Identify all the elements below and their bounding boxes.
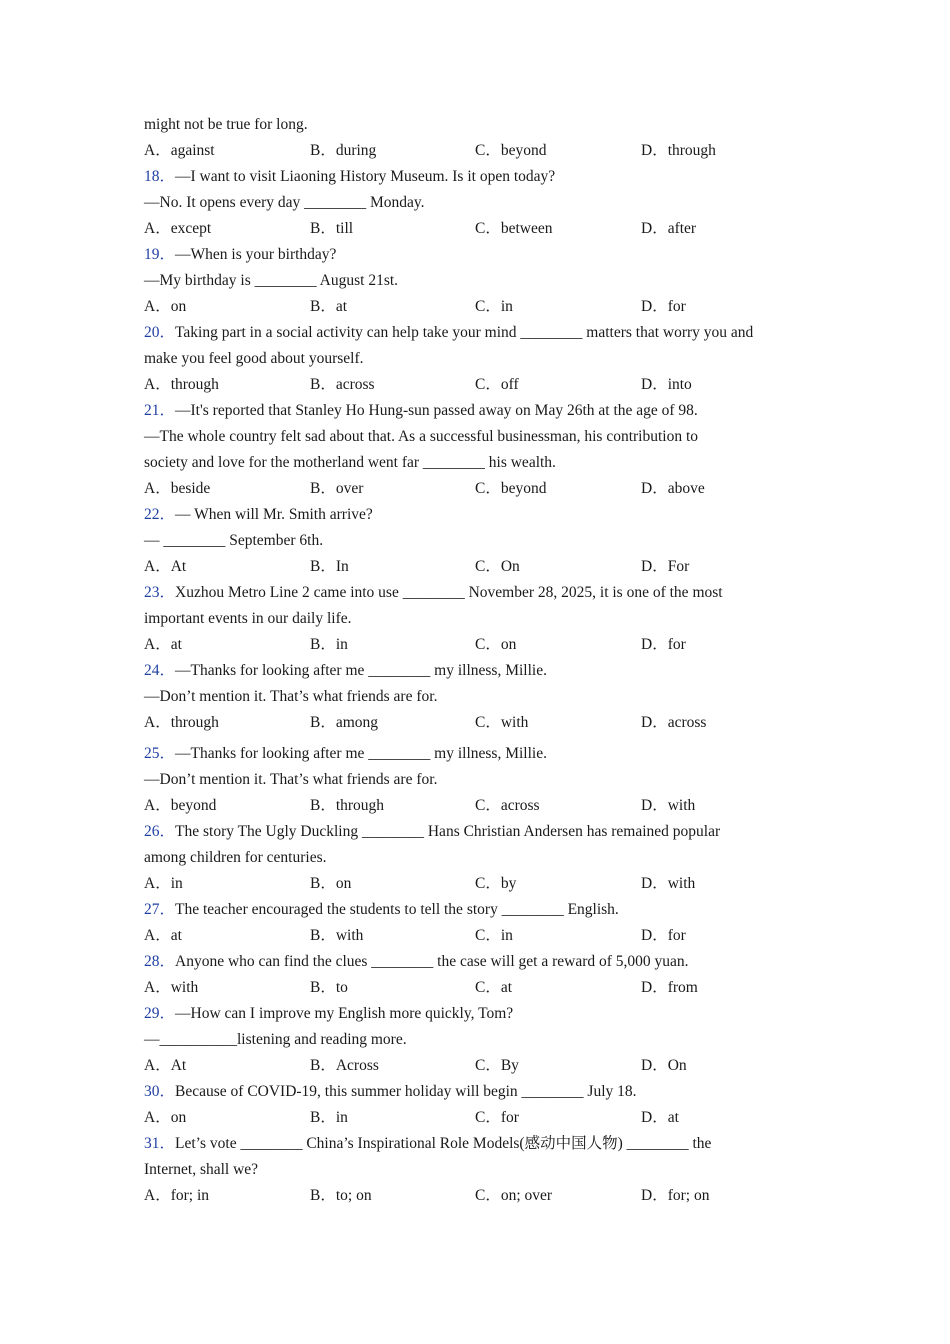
question-text: among children for centuries. [144, 849, 327, 866]
option-b[interactable]: B．through [310, 797, 385, 814]
option-c[interactable]: C．on; over [475, 1187, 553, 1204]
options-row [144, 710, 824, 736]
question-number: 28． [144, 953, 176, 970]
option-c[interactable]: C．for [475, 1109, 519, 1126]
question-number: 25． [144, 745, 176, 762]
option-c[interactable]: C．with [475, 714, 529, 731]
question-18 [144, 164, 824, 242]
question-text: Internet, shall we? [144, 1161, 259, 1178]
options-row [144, 793, 824, 819]
option-b[interactable]: B．with [310, 927, 364, 944]
question-24 [144, 658, 824, 736]
question-number: 18． [144, 168, 176, 185]
question-text: —Thanks for looking after me ________ my illness, Millie. [175, 662, 547, 679]
question-23 [144, 580, 824, 658]
option-a[interactable]: A．on [144, 1109, 187, 1126]
question-number: 19． [144, 246, 176, 263]
question-text: Because of COVID-19, this summer holiday will begin ________ July 18. [175, 1083, 637, 1100]
question-text: Taking part in a social activity can help take your mind ________ matters that worry you and [175, 324, 754, 341]
question-text: —When is your birthday? [175, 246, 337, 263]
question-22 [144, 502, 824, 580]
question-text: —It's reported that Stanley Ho Hung-sun passed away on May 26th at the age of 98. [175, 402, 698, 419]
option-c[interactable]: C．On [475, 558, 520, 575]
option-d[interactable]: D．for [641, 636, 686, 653]
question-text: The story The Ugly Duckling ________ Hans Christian Andersen has remained popular [175, 823, 721, 840]
question-text: —How can I improve my English more quickly, Tom? [175, 1005, 514, 1022]
option-a[interactable]: A．in [144, 875, 183, 892]
option-b[interactable]: B．across [310, 376, 375, 393]
question-number: 24． [144, 662, 176, 679]
option-c[interactable]: C．across [475, 797, 540, 814]
option-b[interactable]: B．at [310, 298, 348, 315]
options-row [144, 554, 824, 580]
question-text: —Thanks for looking after me ________ my illness, Millie. [175, 745, 547, 762]
question-text: Let’s vote ________ China’s Inspirational Role Models(感动中国人物) ________ the [175, 1135, 712, 1152]
options-row [144, 923, 824, 949]
option-b[interactable]: B．over [310, 480, 364, 497]
question-25 [144, 741, 824, 819]
option-b[interactable]: B．in [310, 1109, 348, 1126]
question-text: — ________ September 6th. [144, 532, 324, 549]
option-d[interactable]: D．across [641, 714, 707, 731]
option-d[interactable]: D．On [641, 1057, 687, 1074]
question-number: 23． [144, 584, 176, 601]
option-c[interactable]: C．in [475, 298, 513, 315]
option-c[interactable]: C．on [475, 636, 517, 653]
option-a[interactable]: A．At [144, 1057, 187, 1074]
option-c[interactable]: C．By [475, 1057, 519, 1074]
option-b[interactable]: B．among [310, 714, 379, 731]
question-number: 26． [144, 823, 176, 840]
question-21 [144, 398, 824, 502]
option-c[interactable]: C．between [475, 220, 553, 237]
option-c[interactable]: C．beyond [475, 142, 547, 159]
options-row [144, 216, 824, 242]
option-a[interactable]: A．except [144, 220, 212, 237]
question-text: Xuzhou Metro Line 2 came into use ________ November 28, 2025, it is one of the most [175, 584, 723, 601]
option-c[interactable]: C．off [475, 376, 519, 393]
option-d[interactable]: D．at [641, 1109, 679, 1126]
question-19 [144, 242, 824, 320]
option-b[interactable]: B．in [310, 636, 348, 653]
option-a[interactable]: A．for; in [144, 1187, 210, 1204]
question-text: make you feel good about yourself. [144, 350, 364, 367]
option-b[interactable]: B．In [310, 558, 349, 575]
options-row [144, 372, 824, 398]
question-text: —No. It opens every day ________ Monday. [144, 194, 425, 211]
option-a[interactable]: A．At [144, 558, 187, 575]
question-text: Anyone who can find the clues ________ the case will get a reward of 5,000 yuan. [175, 953, 689, 970]
options-row [144, 1053, 824, 1079]
option-d[interactable]: D．For [641, 558, 690, 575]
option-b[interactable]: B．to; on [310, 1187, 372, 1204]
option-d[interactable]: D．for [641, 298, 686, 315]
options-row [144, 1183, 824, 1209]
worksheet-page [144, 112, 824, 1209]
option-a[interactable]: A．through [144, 376, 219, 393]
question-text: — When will Mr. Smith arrive? [175, 506, 373, 523]
question-number: 21． [144, 402, 176, 419]
option-a[interactable]: A．at [144, 636, 182, 653]
question-number: 30． [144, 1083, 176, 1100]
option-d[interactable]: D．for [641, 927, 686, 944]
option-b[interactable]: B．during [310, 142, 377, 159]
question-continuation: might not be true for long. [144, 116, 308, 133]
question-31 [144, 1131, 824, 1209]
option-c[interactable]: C．by [475, 875, 517, 892]
question-27 [144, 897, 824, 949]
option-c[interactable]: C．beyond [475, 480, 547, 497]
options-row [144, 138, 824, 164]
question-text: —__________listening and reading more. [144, 1031, 407, 1048]
option-a[interactable]: A．through [144, 714, 219, 731]
option-b[interactable]: B．till [310, 220, 354, 237]
option-d[interactable]: D．into [641, 376, 692, 393]
question-text: —The whole country felt sad about that. As a successful businessman, his contribution to [144, 428, 699, 445]
question-30 [144, 1079, 824, 1131]
option-b[interactable]: B．to [310, 979, 348, 996]
question-text: —Don’t mention it. That’s what friends are for. [144, 688, 438, 705]
question-number: 29． [144, 1005, 176, 1022]
option-a[interactable]: A．beside [144, 480, 211, 497]
option-d[interactable]: D．after [641, 220, 697, 237]
option-d[interactable]: D．with [641, 875, 696, 892]
question-number: 22． [144, 506, 176, 523]
option-b[interactable]: B．on [310, 875, 352, 892]
option-a[interactable]: A．at [144, 927, 182, 944]
question-text: —I want to visit Liaoning History Museum. Is it open today? [175, 168, 556, 185]
option-d[interactable]: D．above [641, 480, 705, 497]
option-d[interactable]: D．for; on [641, 1187, 710, 1204]
option-a[interactable]: A．against [144, 142, 215, 159]
options-row [144, 294, 824, 320]
question-number: 20． [144, 324, 176, 341]
options-row [144, 975, 824, 1001]
option-d[interactable]: D．from [641, 979, 698, 996]
option-d[interactable]: D．with [641, 797, 696, 814]
question-text: The teacher encouraged the students to tell the story ________ English. [175, 901, 619, 918]
options-row [144, 871, 824, 897]
question-text: society and love for the motherland went far ________ his wealth. [144, 454, 556, 471]
question-text: important events in our daily life. [144, 610, 352, 627]
question-29 [144, 1001, 824, 1079]
option-a[interactable]: A．with [144, 979, 199, 996]
question-26 [144, 819, 824, 897]
option-c[interactable]: C．in [475, 927, 513, 944]
options-row [144, 476, 824, 502]
option-a[interactable]: A．on [144, 298, 187, 315]
option-d[interactable]: D．through [641, 142, 716, 159]
question-number: 27． [144, 901, 176, 918]
option-c[interactable]: C．at [475, 979, 513, 996]
question-20 [144, 320, 824, 398]
question-28 [144, 949, 824, 1001]
question-text: —Don’t mention it. That’s what friends are for. [144, 771, 438, 788]
options-row [144, 1105, 824, 1131]
options-row [144, 632, 824, 658]
question-number: 31． [144, 1135, 176, 1152]
question-text: —My birthday is ________ August 21st. [144, 272, 399, 289]
option-a[interactable]: A．beyond [144, 797, 217, 814]
option-b[interactable]: B．Across [310, 1057, 379, 1074]
